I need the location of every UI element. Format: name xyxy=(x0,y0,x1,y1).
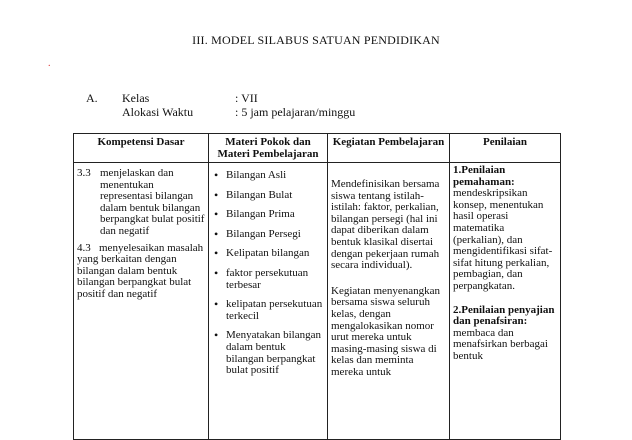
materi-item: • Kelipatan bilangan xyxy=(226,248,324,260)
penilaian-text: membaca dan menafsirkan berbagai bentuk xyxy=(453,326,548,362)
kelas-label: Kelas xyxy=(122,91,150,105)
header-kompetensi: Kompetensi Dasar xyxy=(74,134,209,163)
section-letter: A. xyxy=(86,91,98,105)
header-kegiatan: Kegiatan Pembelajaran xyxy=(328,134,450,163)
header-penilaian: Penilaian xyxy=(450,134,561,163)
page-title: III. MODEL SILABUS SATUAN PENDIDIKAN xyxy=(192,33,440,47)
penilaian-cell xyxy=(450,163,561,440)
kompetensi-text: menjelaskan dan menentukan representasi bilangan dalam bentuk bilangan berpangkat bulat positif dan negatif xyxy=(100,167,205,237)
penilaian-text: mendeskripsikan konsep, menentukan hasil operasi matematika (perkalian), dan mengidentifikasi sifat-sifat hitung perkalian, pembagian, dan perpangkatan. xyxy=(453,187,553,292)
materi-cell xyxy=(209,163,328,440)
kompetensi-number: 4.3 xyxy=(77,241,91,254)
kelas-value: : VII xyxy=(235,91,258,105)
penilaian-item xyxy=(453,165,557,293)
kompetensi-item xyxy=(77,168,205,238)
materi-item: • Bilangan Persegi xyxy=(226,229,324,241)
materi-item: • Bilangan Prima xyxy=(226,209,324,221)
table-header-row xyxy=(74,134,561,163)
materi-item: • Menyatakan bilangan dalam bentuk bilangan berpangkat bulat positif xyxy=(226,330,324,376)
materi-item: • kelipatan persekutuan terkecil xyxy=(226,299,324,322)
penilaian-heading: 2.Penilaian penyajian dan penafsiran: xyxy=(453,303,555,328)
decorative-dot: . xyxy=(48,58,51,69)
syllabus-table xyxy=(73,133,561,440)
kegiatan-paragraph: Kegiatan menyenangkan bersama siswa seluruh kelas, dengan mengalokasikan nomor urut mereka untuk masing-masing siswa di kelas dan meminta mereka untuk xyxy=(331,284,441,378)
penilaian-heading: 1.Penilaian pemahaman: xyxy=(453,164,515,188)
materi-item: • Bilangan Bulat xyxy=(226,190,324,202)
kompetensi-number: 3.3 xyxy=(77,167,91,179)
alokasi-label: Alokasi Waktu xyxy=(122,105,194,119)
kegiatan-paragraph: Mendefinisikan bersama siswa tentang istilah-istilah: faktor, perkalian, bilangan persegi (hal ini dapat diberikan dalam bentuk klasikal disertai dengan pekerjaan rumah secara individual). xyxy=(331,178,440,272)
materi-item: • Bilangan Asli xyxy=(226,170,324,182)
header-materi: Materi Pokok dan Materi Pembelajaran xyxy=(209,134,328,163)
kompetensi-item xyxy=(77,243,205,301)
kompetensi-text: menyelesaikan masalah yang berkaitan dengan bilangan dalam bentuk bilangan berpangkat bulat positif dan negatif xyxy=(77,241,204,300)
penilaian-item xyxy=(453,305,557,363)
kegiatan-cell xyxy=(328,163,450,440)
materi-list xyxy=(212,170,324,377)
kompetensi-cell xyxy=(74,163,209,440)
materi-item: • faktor persekutuan terbesar xyxy=(226,268,324,291)
alokasi-value: : 5 jam pelajaran/minggu xyxy=(235,105,356,119)
table-row xyxy=(74,163,561,440)
